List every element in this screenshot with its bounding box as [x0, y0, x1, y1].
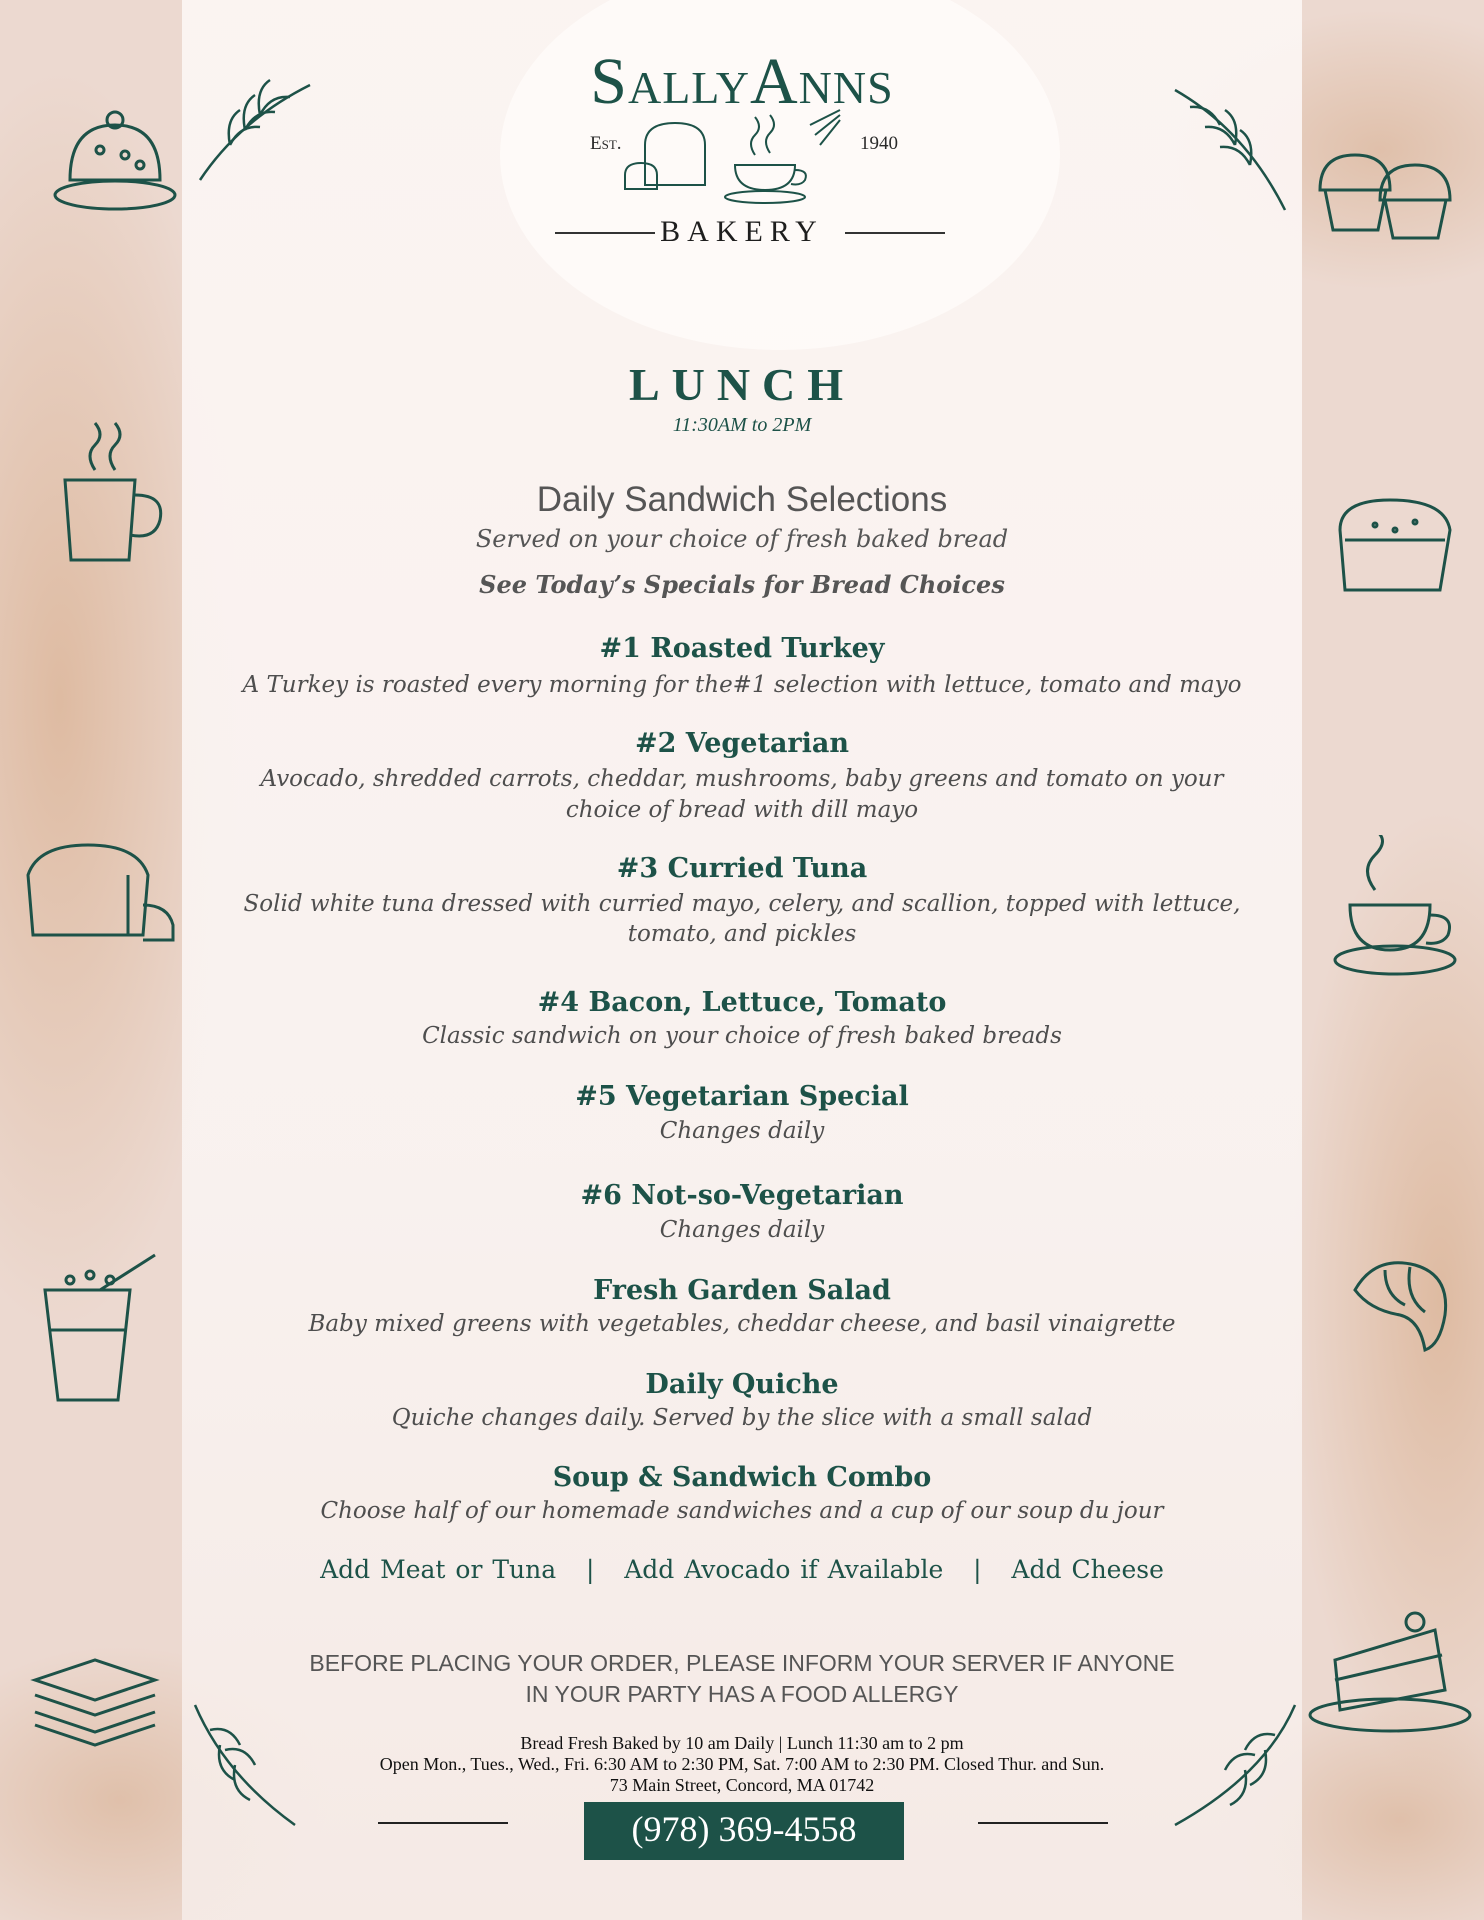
- menu-item-name: Fresh Garden Salad: [593, 1275, 891, 1306]
- iced-drink-icon: [30, 1250, 170, 1410]
- section-note: See Today’s Specials for Bread Choices: [479, 570, 1005, 599]
- mug-icon: [45, 420, 175, 570]
- menu-item-desc: Choose half of our homemade sandwiches and a cup of our soup du jour: [320, 1498, 1164, 1524]
- menu-item-name: #6 Not-so-Vegetarian: [580, 1180, 904, 1211]
- allergy-notice-line1: BEFORE PLACING YOUR ORDER, PLEASE INFORM YOUR SERVER IF ANYONE: [309, 1650, 1175, 1676]
- menu-item-desc: Changes daily: [659, 1118, 825, 1144]
- muffins-icon: [1310, 145, 1460, 245]
- logo-bread-cup-icon: [615, 105, 845, 205]
- brand-logo-name: SallyAnns: [590, 45, 894, 118]
- menu-item-name: #2 Vegetarian: [634, 728, 850, 759]
- wheat-icon: [190, 75, 320, 185]
- menu-item-name: Daily Quiche: [645, 1369, 839, 1400]
- footer-right-rule: [978, 1822, 1108, 1824]
- footer-address: 73 Main Street, Concord, MA 01742: [609, 1775, 875, 1795]
- menu-item-desc: choice of bread with dill mayo: [565, 797, 919, 823]
- allergy-notice-line2: IN YOUR PARTY HAS A FOOD ALLERGY: [525, 1681, 959, 1707]
- brand-tagline: BAKERY: [660, 215, 824, 248]
- menu-item-desc: Classic sandwich on your choice of fresh baked breads: [422, 1023, 1062, 1049]
- menu-item-desc: Changes daily: [659, 1217, 825, 1243]
- menu-title: LUNCH: [628, 359, 856, 410]
- footer-open-hours: Open Mon., Tues., Wed., Fri. 6:30 AM to 2:30 PM, Sat. 7:00 AM to 2:30 PM. Closed Thur. and Sun.: [379, 1754, 1105, 1774]
- menu-item-desc: A Turkey is roasted every morning for the#1 selection with lettuce, tomato and mayo: [242, 672, 1242, 698]
- wheat-icon: [190, 1700, 300, 1830]
- footer-left-rule: [378, 1822, 508, 1824]
- menu-item-desc: Avocado, shredded carrots, cheddar, mushrooms, baby greens and tomato on your: [260, 766, 1224, 792]
- menu-item-desc: tomato, and pickles: [627, 921, 857, 947]
- menu-item-name: #4 Bacon, Lettuce, Tomato: [537, 987, 947, 1018]
- menu-item-desc: Solid white tuna dressed with curried mayo, celery, and scallion, topped with lettuce,: [243, 891, 1241, 917]
- menu-item-name: #5 Vegetarian Special: [575, 1081, 909, 1112]
- brand-est-label: Est.: [590, 133, 622, 154]
- menu-item-desc: Baby mixed greens with vegetables, cheddar cheese, and basil vinaigrette: [308, 1311, 1176, 1337]
- sandwich-icon: [25, 1650, 165, 1750]
- menu-addons: Add Meat or Tuna | Add Avocado if Available | Add Cheese: [320, 1555, 1164, 1584]
- menu-item-name: #1 Roasted Turkey: [599, 633, 885, 664]
- pudding-icon: [45, 100, 185, 220]
- menu-hours: 11:30AM to 2PM: [672, 414, 812, 436]
- phone-number[interactable]: (978) 369-4558: [584, 1802, 904, 1860]
- cake-slice-icon: [1305, 1600, 1475, 1740]
- footer-bread-hours: Bread Fresh Baked by 10 am Daily | Lunch 11:30 am to 2 pm: [520, 1733, 964, 1753]
- menu-item-name: #3 Curried Tuna: [616, 853, 868, 884]
- brand-est-year: 1940: [860, 133, 898, 154]
- wheat-icon: [1160, 75, 1300, 215]
- section-subtitle: Served on your choice of fresh baked bread: [475, 525, 1009, 553]
- croissant-icon: [1345, 1250, 1455, 1360]
- menu-item-desc: Quiche changes daily. Served by the slice with a small salad: [391, 1405, 1093, 1431]
- bread-loaf-icon: [18, 835, 188, 955]
- teacup-icon: [1330, 835, 1470, 985]
- wheat-icon: [1170, 1700, 1300, 1830]
- menu-item-name: Soup & Sandwich Combo: [552, 1462, 932, 1493]
- toast-icon: [1325, 490, 1465, 600]
- section-title: Daily Sandwich Selections: [536, 480, 948, 519]
